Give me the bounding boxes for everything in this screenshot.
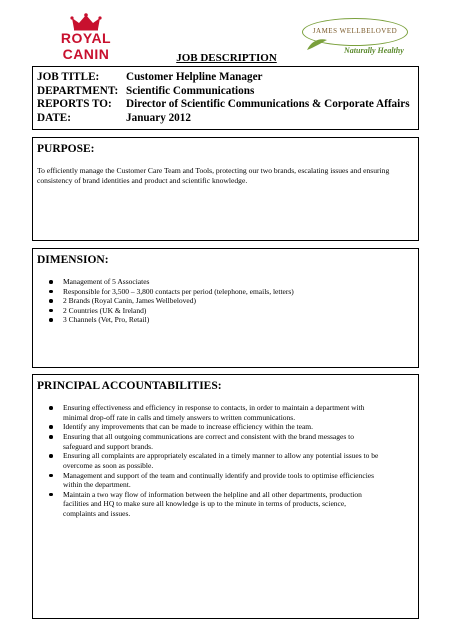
list-item-text: Maintain a two way flow of information between the helpline and all other departments, production facilities and HQ to make sure all knowledge is up to the minute in terms of products, science, complaints and issues. bbox=[63, 489, 362, 518]
accountabilities-box bbox=[32, 374, 419, 619]
reports-to-value: Director of Scientific Communications & Corporate Affairs bbox=[126, 98, 410, 111]
list-item-text: Identify any improvements that can be made to increase efficiency within the team. bbox=[63, 422, 313, 432]
list-item bbox=[63, 277, 414, 287]
purpose-text: To efficiently manage the Customer Care Team and Tools, protecting our two brands, escalating issues and ensuring consistency of brand identities and product and scientific knowledge. bbox=[37, 166, 390, 185]
date-value: January 2012 bbox=[126, 111, 191, 124]
james-wellbeloved-wordmark: JAMES WELLBELOVED bbox=[312, 27, 398, 35]
list-item bbox=[63, 296, 414, 306]
purpose-heading: PURPOSE: bbox=[37, 143, 95, 155]
bullet-icon bbox=[49, 474, 53, 478]
list-item-text: Management and support of the team and continually identify and provide tools to optimise efficiencies within the department. bbox=[63, 470, 375, 490]
list-item bbox=[63, 451, 414, 470]
bullet-icon bbox=[49, 299, 53, 303]
dimension-heading: DIMENSION: bbox=[37, 254, 109, 266]
purpose-box bbox=[32, 137, 419, 241]
bullet-icon bbox=[49, 425, 53, 429]
bullet-icon bbox=[49, 290, 53, 294]
list-item-text: Ensuring effectiveness and efficiency in response to contacts, in order to maintain a department with minimal drop-off rate in calls and timely answers to written communications. bbox=[63, 403, 365, 422]
bullet-icon bbox=[49, 406, 53, 410]
list-item-text: 2 Countries (UK & Ireland) bbox=[63, 305, 147, 315]
dimension-list bbox=[37, 277, 414, 325]
reports-to-label: REPORTS TO: bbox=[37, 98, 112, 111]
job-info-box bbox=[32, 66, 419, 130]
list-item bbox=[63, 471, 414, 490]
leaf-icon bbox=[306, 38, 328, 52]
bullet-icon bbox=[49, 435, 53, 439]
crown-icon bbox=[70, 13, 102, 31]
accountabilities-list bbox=[37, 403, 414, 518]
royal-canin-logo bbox=[36, 13, 136, 62]
royal-canin-wordmark: ROYAL CANIN bbox=[60, 30, 112, 62]
list-item-text: 2 Brands (Royal Canin, James Wellbeloved) bbox=[63, 296, 196, 305]
date-label: DATE: bbox=[37, 111, 71, 124]
bullet-icon bbox=[49, 493, 53, 497]
list-item bbox=[63, 490, 414, 519]
date-row bbox=[37, 112, 414, 126]
accountabilities-heading: PRINCIPAL ACCOUNTABILITIES: bbox=[37, 380, 222, 392]
list-item bbox=[63, 315, 414, 325]
logo-tagline: Naturally Healthy bbox=[344, 46, 404, 55]
bullet-icon bbox=[49, 454, 53, 458]
list-item-text: Ensuring all complaints are appropriately escalated in a timely manner to allow any potential issues to be overcome as soon as possible. bbox=[63, 451, 379, 470]
job-title-row bbox=[37, 71, 414, 85]
department-value: Scientific Communications bbox=[126, 84, 255, 97]
list-item bbox=[63, 403, 414, 422]
bullet-icon bbox=[49, 309, 53, 313]
department-label: DEPARTMENT: bbox=[37, 84, 119, 97]
list-item-text: Responsible for 3,500 – 3,800 contacts per period (telephone, emails, letters) bbox=[63, 286, 294, 296]
bullet-icon bbox=[49, 280, 53, 284]
list-item bbox=[63, 432, 414, 451]
department-row bbox=[37, 85, 414, 99]
dimension-box bbox=[32, 248, 419, 368]
list-item bbox=[63, 422, 414, 432]
job-title-label: JOB TITLE: bbox=[37, 71, 100, 83]
job-title-value: Customer Helpline Manager bbox=[126, 71, 263, 83]
list-item bbox=[63, 287, 414, 297]
list-item-text: 3 Channels (Vet, Pro, Retail) bbox=[63, 315, 150, 324]
bullet-icon bbox=[49, 318, 53, 322]
list-item-text: Management of 5 Associates bbox=[63, 277, 150, 286]
document-title: JOB DESCRIPTION bbox=[176, 52, 277, 64]
list-item bbox=[63, 306, 414, 316]
list-item-text: Ensuring that all outgoing communications are correct and consistent with the brand messages to safeguard and support brands. bbox=[63, 432, 354, 451]
reports-to-row bbox=[37, 98, 414, 112]
